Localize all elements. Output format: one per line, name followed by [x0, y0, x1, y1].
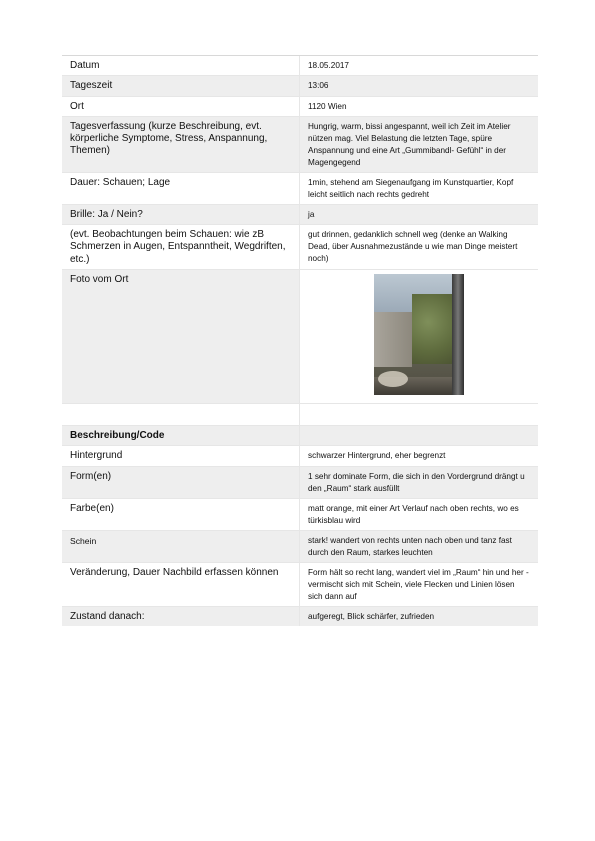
row-brille — [62, 204, 538, 224]
row-veraenderung — [62, 562, 538, 606]
row-value: schwarzer Hintergrund, eher begrenzt — [300, 446, 539, 466]
section-header-row — [62, 426, 538, 446]
row-beobachtungen — [62, 225, 538, 270]
row-tageszeit — [62, 76, 538, 96]
row-ort — [62, 96, 538, 116]
row-formen — [62, 466, 538, 498]
row-label: Form(en) — [62, 466, 300, 498]
row-value: aufgeregt, Blick schärfer, zufrieden — [300, 606, 539, 626]
row-zustand — [62, 606, 538, 626]
row-value: stark! wandert von rechts unten nach oben und tanz fast durch den Raum, starkes leuchten — [300, 530, 539, 562]
row-value: Hungrig, warm, bissi angespannt, weil ich Zeit im Atelier nützen mag. Viel Belastung die letzten Tage, spüre Anspannung und eine Art „Gummibandl- Gefühl“ in der Magengegend — [300, 116, 539, 172]
row-foto — [62, 270, 538, 404]
row-label: Tageszeit — [62, 76, 300, 96]
row-label: Ort — [62, 96, 300, 116]
row-value: 1120 Wien — [300, 96, 539, 116]
row-spacer — [62, 404, 538, 426]
row-value: gut drinnen, gedanklich schnell weg (denke an Walking Dead, über Ausnahmezustände u wie man Dinge meistert noch) — [300, 225, 539, 270]
observation-form — [62, 55, 538, 626]
row-datum — [62, 56, 538, 76]
observation-table — [62, 55, 538, 626]
row-hintergrund — [62, 446, 538, 466]
row-label: Foto vom Ort — [62, 270, 300, 404]
row-label: (evt. Beobachtungen beim Schauen: wie zB Schmerzen in Augen, Entspanntheit, Wegdriften, etc.) — [62, 225, 300, 270]
row-label: Schein — [62, 530, 300, 562]
section-heading: Beschreibung/Code — [62, 426, 300, 446]
row-value: 13:06 — [300, 76, 539, 96]
row-value: 18.05.2017 — [300, 56, 539, 76]
row-dauer — [62, 172, 538, 204]
row-label: Zustand danach: — [62, 606, 300, 626]
row-label: Hintergrund — [62, 446, 300, 466]
row-farben — [62, 498, 538, 530]
photo-cell — [300, 270, 539, 404]
row-value: 1min, stehend am Siegenaufgang im Kunstquartier, Kopf leicht seitlich nach rechts gedreht — [300, 172, 539, 204]
row-label: Datum — [62, 56, 300, 76]
location-photo — [374, 274, 464, 395]
row-value: matt orange, mit einer Art Verlauf nach oben rechts, wo es türkisblau wird — [300, 498, 539, 530]
row-schein — [62, 530, 538, 562]
row-label: Veränderung, Dauer Nachbild erfassen können — [62, 562, 300, 606]
row-label: Brille: Ja / Nein? — [62, 204, 300, 224]
row-label: Dauer: Schauen; Lage — [62, 172, 300, 204]
row-value: ja — [300, 204, 539, 224]
row-tagesverfassung — [62, 116, 538, 172]
row-label: Farbe(en) — [62, 498, 300, 530]
row-value: Form hält so recht lang, wandert viel im „Raum“ hin und her - vermischt sich mit Schein, viele Flecken und Linien lösen sich dann auf — [300, 562, 539, 606]
row-label: Tagesverfassung (kurze Beschreibung, evt. körperliche Symptome, Stress, Anspannung, Themen) — [62, 116, 300, 172]
row-value: 1 sehr dominate Form, die sich in den Vordergrund drängt u den „Raum“ stark ausfüllt — [300, 466, 539, 498]
